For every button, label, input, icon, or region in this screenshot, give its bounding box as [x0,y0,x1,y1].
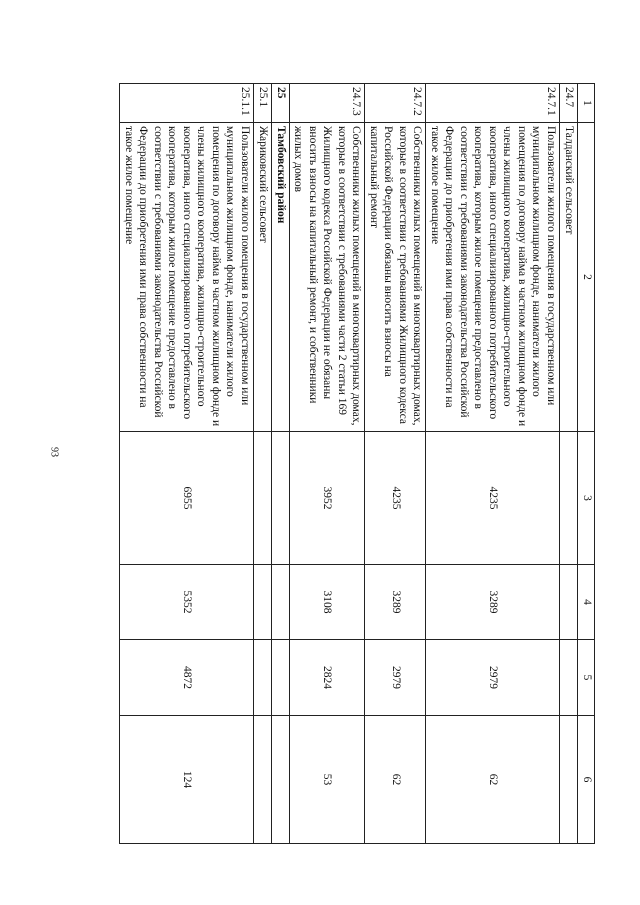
column-header: 5 [578,640,595,716]
value-col-3 [254,432,272,565]
row-code: 24.7.3 [290,84,366,123]
table-row [365,84,426,844]
table-row [560,84,578,844]
row-description: Собственники жилых помещений в многоквартирных домах, которые в соответствии с требованиями части 2 статьи 169 Жилищного кодекса Российской Федерации не обязаны вносить взносы на капитальный ремонт, и собственники жилых домов [290,123,366,432]
table-row [426,84,560,844]
row-code: 24.7.2 [365,84,426,123]
row-description: Пользователи жилого помещения в государственном или муниципальном жилищном фонде, наниматели жилого помещения по договору найма в частном жилищном фонде и члены жилищного кооператива, жилищно-строительного кооператива, иного специализированного потребительского кооператива, которым жилое помещение предоставлено в соответствии с требованиями законодательства Российской Федерации до приобретения ими права собственности на такое жилое помещение [120,123,254,432]
header-row [578,84,595,844]
table-row [290,84,366,844]
value-col-4 [272,565,290,640]
value-col-4: 3289 [365,565,426,640]
rotated-page-content [77,83,595,843]
column-header: 2 [578,123,595,432]
row-code: 24.7 [560,84,578,123]
value-col-5 [560,640,578,716]
value-col-6: 62 [426,716,560,844]
value-col-4: 3108 [290,565,366,640]
column-header: 3 [578,432,595,565]
value-col-6 [560,716,578,844]
value-col-4 [560,565,578,640]
value-col-3: 6955 [120,432,254,565]
table-row [272,84,290,844]
value-col-6 [254,716,272,844]
table-row [254,84,272,844]
row-description: Собственники жилых помещений в многоквартирных домах, которые в соответствии с требованиями Жилищного кодекса Российской Федерации обязаны вносить взносы на капитальный ремонт [365,123,426,432]
value-col-3 [560,432,578,565]
value-col-3 [272,432,290,565]
page-number: 93 [48,447,60,457]
value-col-6 [272,716,290,844]
column-header: 6 [578,716,595,844]
value-col-5: 2979 [426,640,560,716]
row-code: 24.7.1 [426,84,560,123]
row-description: Талданский сельсовет [560,123,578,432]
value-col-5: 2979 [365,640,426,716]
row-code: 25 [272,84,290,123]
value-col-5 [272,640,290,716]
row-description: Жариковский сельсовет [254,123,272,432]
tariff-table [120,83,596,844]
value-col-6: 53 [290,716,366,844]
value-col-5: 4872 [120,640,254,716]
row-description: Тамбовский район [272,123,290,432]
value-col-6: 62 [365,716,426,844]
value-col-4: 3289 [426,565,560,640]
value-col-5: 2824 [290,640,366,716]
row-code: 25.1.1 [120,84,254,123]
value-col-5 [254,640,272,716]
table-row [120,84,254,844]
row-description: Пользователи жилого помещения в государственном или муниципальном жилищном фонде, наниматели жилого помещения по договору найма в частном жилищном фонде и члены жилищного кооператива, жилищно-строительного кооператива, иного специализированного потребительского кооператива, которым жилое помещение предоставлено в соответствии с требованиями законодательства Российской Федерации до приобретения ими права собственности на такое жилое помещение [426,123,560,432]
value-col-4: 5352 [120,565,254,640]
value-col-3: 4235 [365,432,426,565]
value-col-4 [254,565,272,640]
value-col-3: 4235 [426,432,560,565]
column-header: 4 [578,565,595,640]
row-code: 25.1 [254,84,272,123]
value-col-6: 124 [120,716,254,844]
value-col-3: 3952 [290,432,366,565]
column-header: 1 [578,84,595,123]
